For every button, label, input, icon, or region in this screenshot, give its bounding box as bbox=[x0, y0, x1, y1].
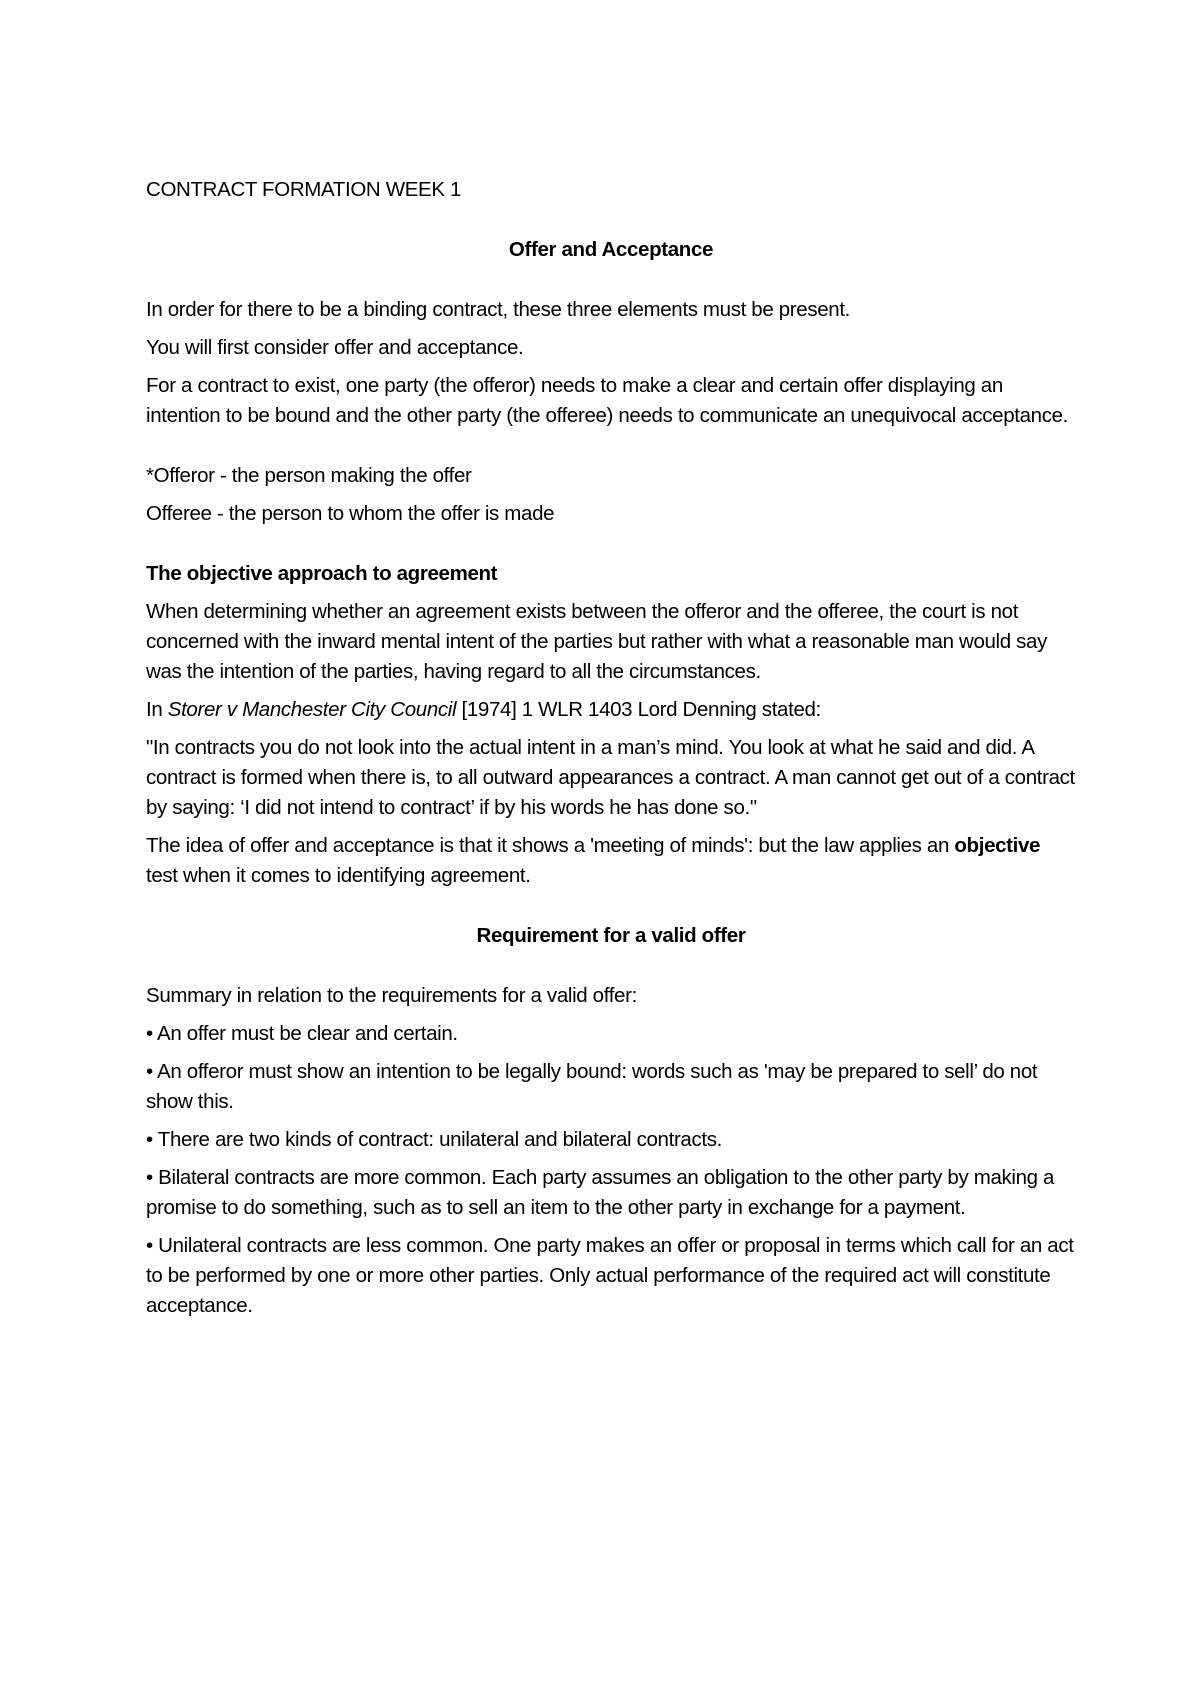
intro-paragraph-3: For a contract to exist, one party (the offeror) needs to make a clear and certain offer displaying an intention to be bound and the other party (the offeree) needs to communicate an unequivocal acceptance. bbox=[146, 374, 1069, 427]
section-heading-objective-approach: The objective approach to agreement bbox=[146, 562, 498, 585]
offer-bullet-5: • Unilateral contracts are less common. One party makes an offer or proposal in terms which call for an act to be performed by one or more other parties. Only actual performance of the required act will constitute acceptance. bbox=[146, 1234, 1074, 1317]
conclusion-emphasis: objective bbox=[954, 834, 1041, 857]
document-body bbox=[146, 175, 1076, 1321]
document-title: CONTRACT FORMATION WEEK 1 bbox=[146, 178, 462, 201]
definition-offeror: *Offeror - the person making the offer bbox=[146, 464, 472, 487]
definition-offeree: Offeree - the person to whom the offer is made bbox=[146, 502, 555, 525]
conclusion-text-2: test when it comes to identifying agreement. bbox=[146, 864, 531, 887]
offer-bullet-1: • An offer must be clear and certain. bbox=[146, 1022, 458, 1045]
objective-paragraph: When determining whether an agreement exists between the offeror and the offeree, the court is not concerned with the inward mental intent of the parties but rather with what a reasonable man would say was the intention of the parties, having regard to all the circumstances. bbox=[146, 600, 1047, 683]
offer-bullet-4: • Bilateral contracts are more common. Each party assumes an obligation to the other party by making a promise to do something, such as to sell an item to the other party in exchange for a payment. bbox=[146, 1166, 1055, 1219]
case-prefix: In bbox=[146, 698, 168, 721]
section-heading-valid-offer: Requirement for a valid offer bbox=[476, 924, 746, 947]
case-name: Storer v Manchester City Council bbox=[167, 698, 457, 721]
intro-paragraph-2: You will first consider offer and acceptance. bbox=[146, 336, 524, 359]
objective-conclusion bbox=[146, 831, 1076, 891]
conclusion-text-1: The idea of offer and acceptance is that it shows a 'meeting of minds': but the law applies an bbox=[146, 834, 955, 857]
case-citation bbox=[146, 695, 1076, 725]
denning-quote: "In contracts you do not look into the actual intent in a man’s mind. You look at what he said and did. A contract is formed when there is, to all outward appearances a contract. A man cannot get out of a contract by saying: ‘I did not intend to contract’ if by his words he has done so." bbox=[146, 736, 1075, 819]
offer-bullet-2: • An offeror must show an intention to be legally bound: words such as 'may be prepared to sell’ do not show this. bbox=[146, 1060, 1038, 1113]
offer-bullet-3: • There are two kinds of contract: unilateral and bilateral contracts. bbox=[146, 1128, 722, 1151]
offer-summary: Summary in relation to the requirements for a valid offer: bbox=[146, 984, 637, 1007]
intro-paragraph-1: In order for there to be a binding contract, these three elements must be present. bbox=[146, 298, 851, 321]
case-suffix: [1974] 1 WLR 1403 Lord Denning stated: bbox=[456, 698, 821, 721]
section-heading-offer-acceptance: Offer and Acceptance bbox=[508, 238, 714, 261]
